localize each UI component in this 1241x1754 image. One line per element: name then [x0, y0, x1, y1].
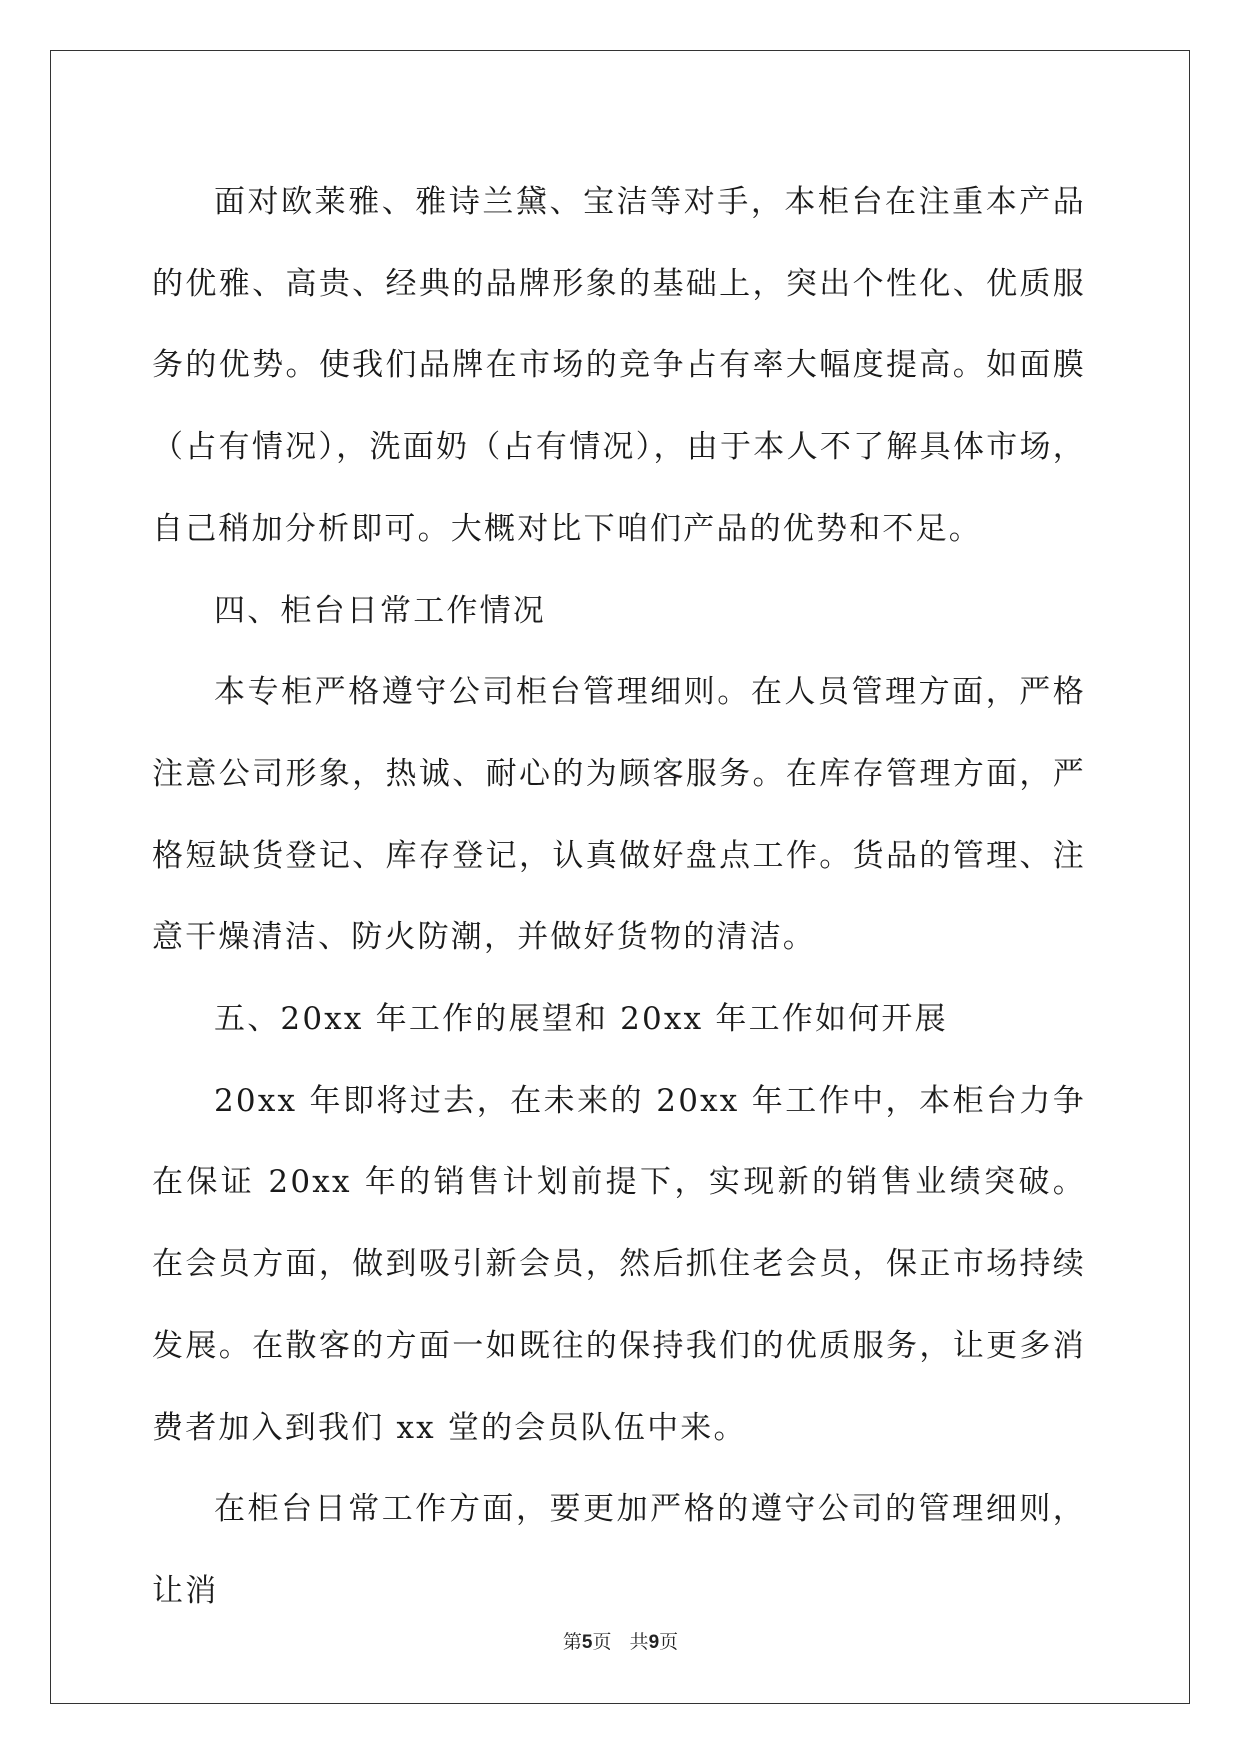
paragraph-competitors: 面对欧莱雅、雅诗兰黛、宝洁等对手，本柜台在注重本产品的优雅、高贵、经典的品牌形象的基础上，突出个性化、优质服务的优势。使我们品牌在市场的竞争占有率大幅度提高。如面膜（占有情况），洗面奶（占有情况），由于本人不了解具体市场，自己稍加分析即可。大概对比下咱们产品的优势和不足。 — [152, 184, 1086, 547]
footer-suffix: 页 — [659, 1631, 679, 1653]
page-footer — [0, 1627, 1241, 1654]
footer-middle: 页 共 — [592, 1631, 649, 1653]
footer-prefix: 第 — [562, 1631, 582, 1653]
paragraph-daily-work: 本专柜严格遵守公司柜台管理细则。在人员管理方面，严格注意公司形象，热诚、耐心的为顾客服务。在库存管理方面，严格短缺货登记、库存登记，认真做好盘点工作。货品的管理、注意干燥清洁、防火防潮，并做好货物的清洁。 — [152, 674, 1086, 956]
heading-section-five: 五、20xx 年工作的展望和 20xx 年工作如何开展 — [214, 1001, 948, 1038]
paragraph-outlook: 20xx 年即将过去，在未来的 20xx 年工作中，本柜台力争在保证 20xx 年的销售计划前提下，实现新的销售业绩突破。在会员方面，做到吸引新会员，然后抓住老会员，保正市场持续发展。在散客的方面一如既往的保持我们的优质服务，让更多消费者加入到我们 xx 堂的会员队伍中来。 — [152, 1082, 1086, 1446]
paragraph-counter-work: 在柜台日常工作方面，要更加严格的遵守公司的管理细则，让消 — [152, 1491, 1086, 1609]
footer-current-page: 5 — [581, 1632, 593, 1653]
footer-total-pages: 9 — [648, 1632, 660, 1653]
document-body — [152, 162, 1086, 1633]
heading-section-four: 四、柜台日常工作情况 — [214, 592, 546, 629]
